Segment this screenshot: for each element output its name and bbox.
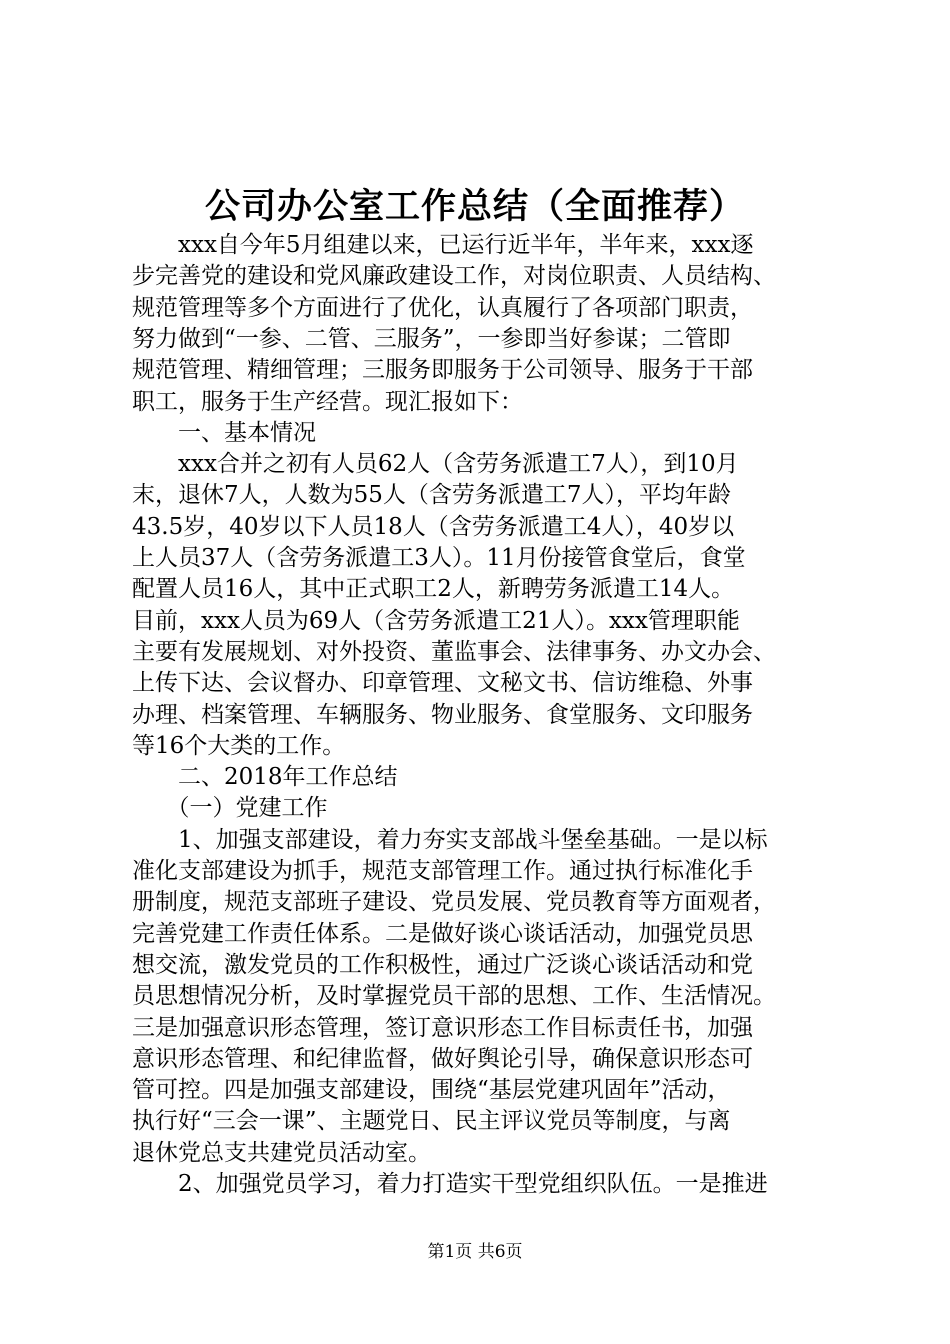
body-line: 主要有发展规划、对外投资、董监事会、法律事务、办文办会、	[132, 638, 776, 665]
body-line: 册制度，规范支部班子建设、党员发展、党员教育等方面观者，	[132, 889, 776, 916]
body-line: 执行好“三会一课”、主题党日、民主评议党员等制度，与离	[132, 1108, 731, 1135]
subsection-heading: （一）党建工作	[132, 795, 328, 822]
body-line: 意识形态管理、和纪律监督，做好舆论引导，确保意识形态可	[132, 1045, 753, 1072]
body-line: xxx合并之初有人员62人（含劳务派遣工7人），到10月	[132, 451, 739, 478]
page-footer: 第1页 共6页	[427, 1242, 523, 1262]
body-line: xxx自今年5月组建以来，已运行近半年，半年来，xxx逐	[132, 232, 754, 258]
section-heading: 一、基本情况	[132, 419, 316, 446]
body-line: 规范管理等多个方面进行了优化，认真履行了各项部门职责，	[132, 294, 753, 321]
body-line: 三是加强意识形态管理，签订意识形态工作目标责任书，加强	[132, 1014, 753, 1041]
body-line: 员思想情况分析，及时掌握党员干部的思想、工作、生活情况。	[132, 983, 776, 1010]
body-line: 配置人员16人，其中正式职工2人，新聘劳务派遣工14人。	[132, 576, 735, 603]
body-line: 完善党建工作责任体系。二是做好谈心谈话活动，加强党员思	[132, 920, 753, 947]
body-line: 目前，xxx人员为69人（含劳务派遣工21人）。xxx管理职能	[132, 607, 740, 634]
body-line: 1、加强支部建设，着力夯实支部战斗堡垒基础。一是以标	[132, 826, 768, 853]
body-line: 努力做到“一参、二管、三服务”，一参即当好参谋；二管即	[132, 325, 731, 352]
body-line: 办理、档案管理、车辆服务、物业服务、食堂服务、文印服务	[132, 701, 753, 728]
body-line: 43.5岁，40岁以下人员18人（含劳务派遣工4人），40岁以	[132, 513, 735, 540]
section-heading: 二、2018年工作总结	[132, 764, 398, 791]
body-line: 职工，服务于生产经营。现汇报如下：	[132, 388, 523, 415]
body-line: 规范管理、精细管理；三服务即服务于公司领导、服务于干部	[132, 357, 753, 384]
body-line: 等16个大类的工作。	[132, 732, 346, 759]
body-line: 末，退休7人，人数为55人（含劳务派遣工7人），平均年龄	[132, 482, 732, 509]
body-line: 步完善党的建设和党风廉政建设工作，对岗位职责、人员结构、	[132, 263, 776, 290]
document-title: 公司办公室工作总结（全面推荐）	[204, 186, 745, 227]
body-line: 上人员37人（含劳务派遣工3人）。11月份接管食堂后，食堂	[132, 545, 746, 571]
body-line: 想交流，激发党员的工作积极性，通过广泛谈心谈话活动和党	[132, 951, 753, 978]
body-line: 2、加强党员学习，着力打造实干型党组织队伍。一是推进	[132, 1171, 768, 1197]
body-line: 准化支部建设为抓手，规范支部管理工作。通过执行标准化手	[132, 858, 753, 884]
body-line: 管可控。四是加强支部建设，围绕“基层党建巩固年”活动，	[132, 1077, 731, 1104]
body-line: 上传下达、会议督办、印章管理、文秘文书、信访维稳、外事	[132, 670, 753, 697]
body-line: 退休党总支共建党员活动室。	[132, 1139, 431, 1166]
